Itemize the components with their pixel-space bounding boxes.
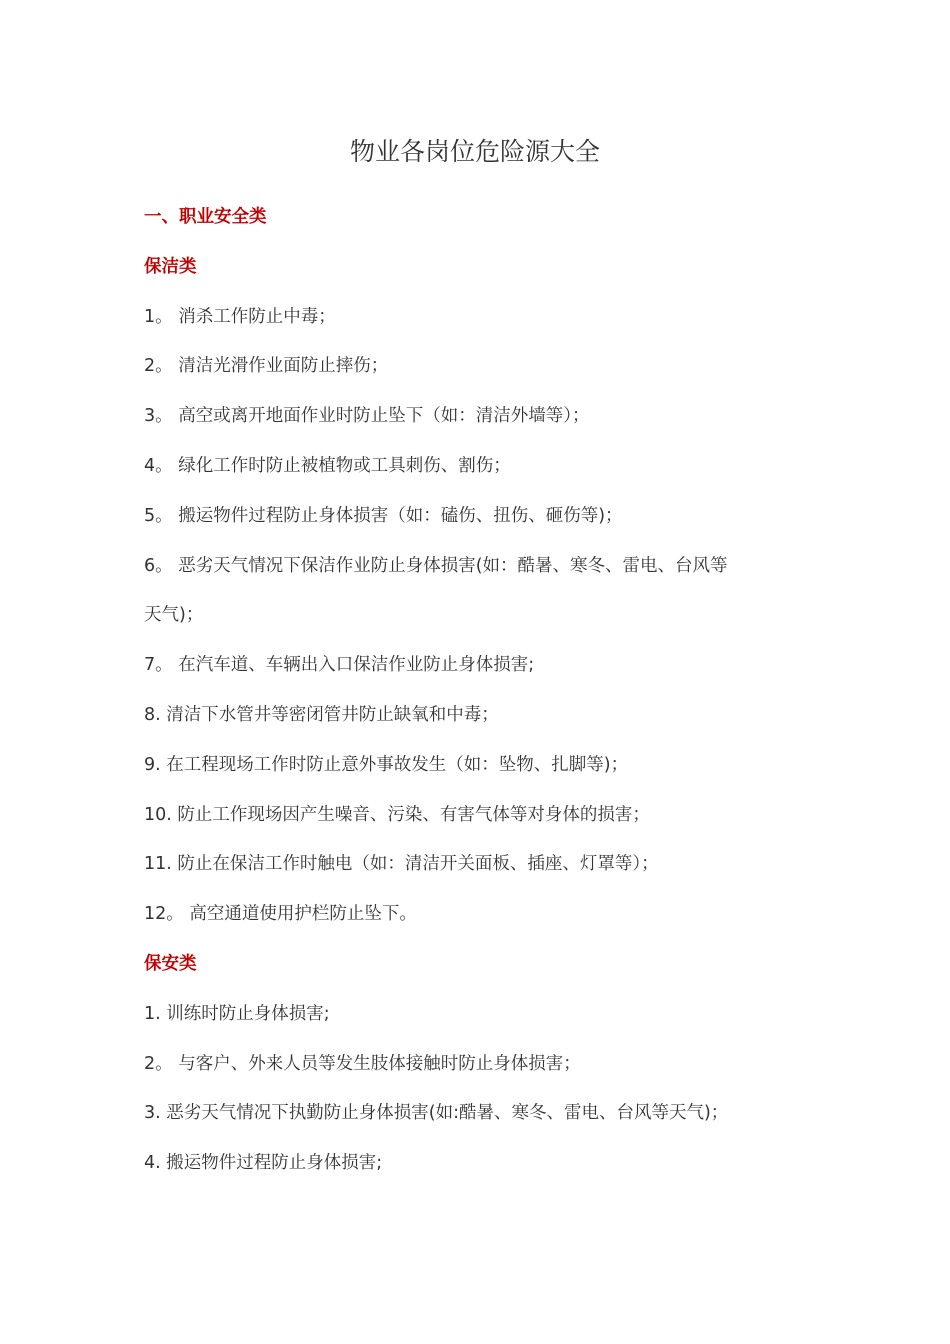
list-item: 8. 清洁下水管井等密闭管井防止缺氧和中毒； bbox=[144, 704, 499, 725]
list-item: 12。 高空通道使用护栏防止坠下。 bbox=[144, 904, 417, 925]
list-item: 5。 搬运物件过程防止身体损害（如：磕伤、扭伤、砸伤等)； bbox=[144, 505, 623, 526]
list-item: 2。 与客户、外来人员等发生肢体接触时防止身体损害； bbox=[144, 1053, 581, 1074]
list-item: 3。 高空或离开地面作业时防止坠下（如：清洁外墙等）； bbox=[144, 406, 590, 427]
list-item: 9. 在工程现场工作时防止意外事故发生（如：坠物、扎脚等)； bbox=[144, 754, 629, 775]
list-item: 11. 防止在保洁工作时触电（如：清洁开关面板、插座、灯罩等）； bbox=[144, 854, 659, 875]
list-item: 2。 清洁光滑作业面防止摔伤； bbox=[144, 356, 389, 377]
subsection-heading-cleaning: 保洁类 bbox=[144, 256, 197, 277]
document-title: 物业各岗位危险源大全 bbox=[349, 137, 600, 166]
list-item: 10. 防止工作现场因产生噪音、污染、有害气体等对身体的损害； bbox=[144, 804, 650, 825]
list-item: 7。 在汽车道、车辆出入口保洁作业防止身体损害; bbox=[144, 655, 535, 676]
subsection-heading-security: 保安类 bbox=[144, 953, 197, 974]
list-item: 4。 绿化工作时防止被植物或工具刺伤、割伤； bbox=[144, 455, 511, 476]
document-body bbox=[144, 197, 824, 1193]
section-heading-occupational-safety: 一、职业安全类 bbox=[144, 207, 267, 227]
list-item: 1. 训练时防止身体损害; bbox=[144, 1003, 330, 1024]
list-item: 3. 恶劣天气情况下执勤防止身体损害(如:酷暑、寒冬、雷电、台风等天气)； bbox=[144, 1103, 729, 1124]
list-item: 6。 恶劣天气情况下保洁作业防止身体损害(如：酷暑、寒冬、雷电、台风等 bbox=[144, 555, 728, 576]
list-item: 4. 搬运物件过程防止身体损害; bbox=[144, 1153, 383, 1174]
list-item-continuation: 天气)； bbox=[144, 605, 204, 626]
list-item: 1。 消杀工作防止中毒； bbox=[144, 306, 336, 327]
